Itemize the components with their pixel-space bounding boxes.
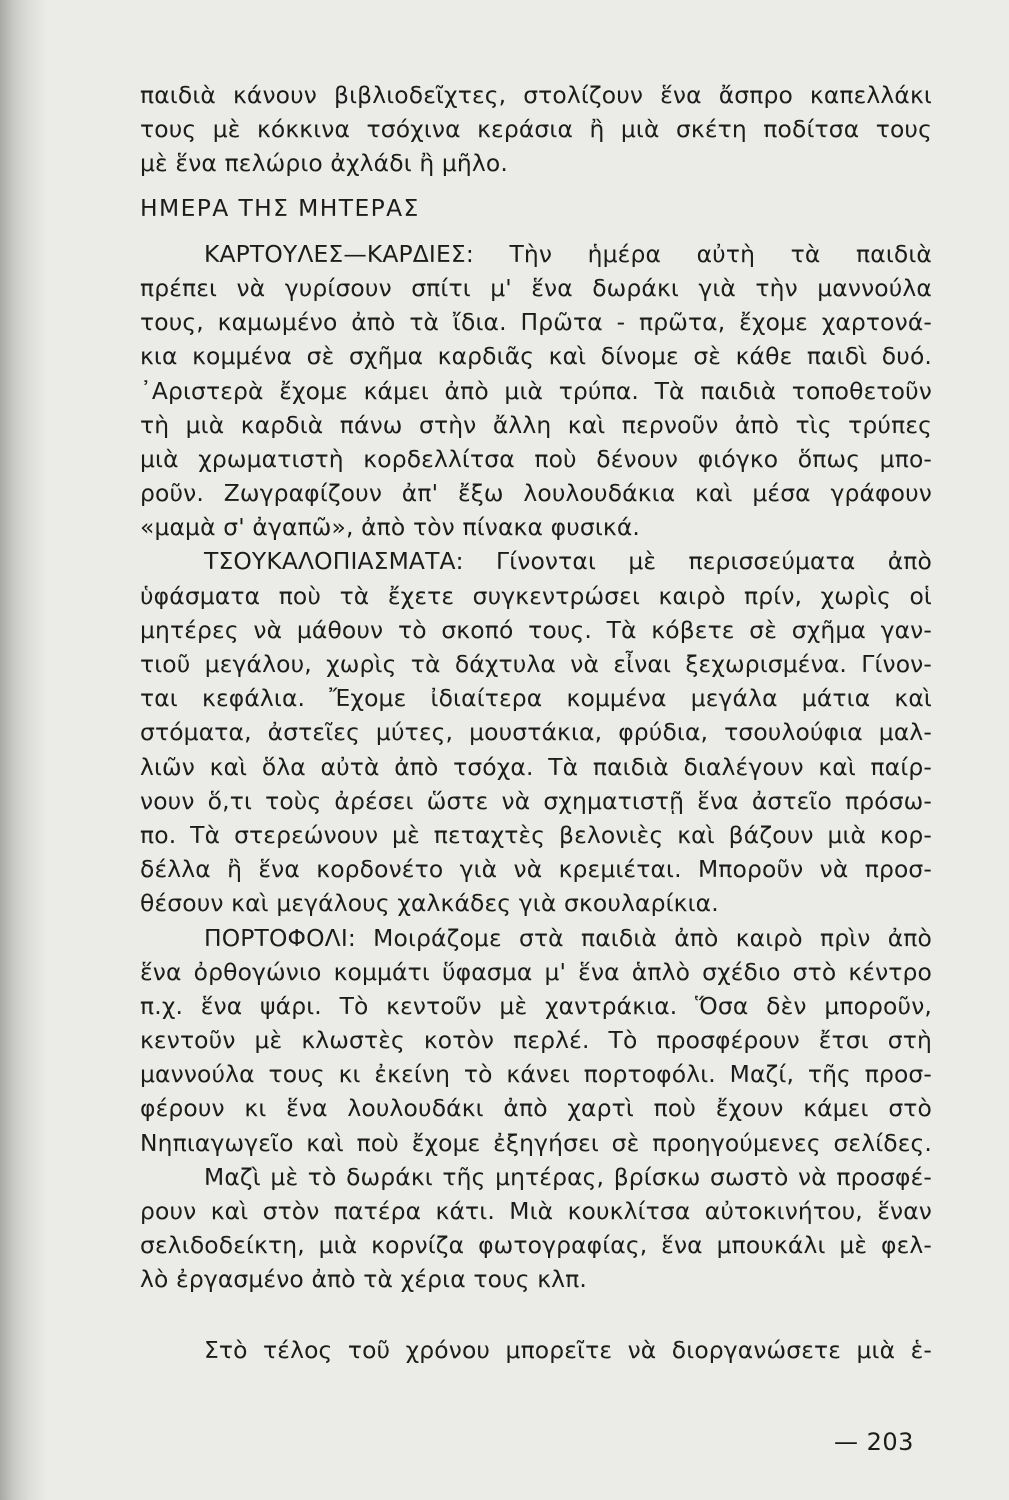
page-number: — 203	[834, 1428, 914, 1456]
text-line: κια κομμένα σὲ σχῆμα καρδιᾶς καὶ δίνομε σὲ κάθε παιδὶ δυό.	[140, 342, 932, 371]
text-line: παιδιὰ κάνουν βιβλιοδεῖχτες, στολίζουν ἕνα ἄσπρο καπελλάκι	[140, 81, 932, 109]
paragraph-intro	[140, 78, 932, 181]
text-line: ροῦν. Ζωγραφίζουν ἀπ' ἔξω λουλουδάκια καὶ μέσα γράφουν	[140, 479, 932, 508]
text-line: ΠΟΡΤΟΦΟΛΙ: Μοιράζομε στὰ παιδιὰ ἀπὸ καιρὸ πρὶν ἀπὸ	[204, 923, 932, 952]
paragraph-tsoukalopiasmata	[140, 544, 932, 920]
paragraph-end-of-year	[140, 1333, 932, 1367]
text-line: δέλλα ἢ ἕνα κορδονέτο γιὰ νὰ κρεμιέται. Μποροῦν νὰ προσ-	[140, 855, 932, 884]
text-line: ΚΑΡΤΟΥΛΕΣ—ΚΑΡΔΙΕΣ: Τὴν ἡμέρα αὐτὴ τὰ παιδιὰ	[204, 239, 932, 268]
text-line: τὴ μιὰ καρδιὰ πάνω στὴν ἄλλη καὶ περνοῦν ἀπὸ τὶς τρύπες	[140, 410, 932, 439]
text-line: Μαζὶ μὲ τὸ δωράκι τῆς μητέρας, βρίσκω σωστὸ νὰ προσφέ-	[204, 1162, 932, 1191]
text-line: ται κεφάλια. Ἔχομε ἰδιαίτερα κομμένα μεγάλα μάτια καὶ	[140, 684, 932, 713]
paragraph-portofoli	[140, 921, 932, 1160]
text-line: τους, καμωμένο ἀπὸ τὰ ἴδια. Πρῶτα - πρῶτα, ἔχομε χαρτονά-	[140, 308, 932, 337]
text-line: π.χ. ἕνα ψάρι. Τὸ κεντοῦν μὲ χαντράκια. Ὅσα δὲν μποροῦν,	[140, 991, 932, 1020]
text-line: πο. Τὰ στερεώνουν μὲ πεταχτὲς βελονιὲς καὶ βάζουν μιὰ κορ-	[140, 820, 932, 849]
text-line: φέρουν κι ἕνα λουλουδάκι ἀπὸ χαρτὶ ποὺ ἔχουν κάμει στὸ	[140, 1094, 932, 1123]
text-line: τους μὲ κόκκινα τσόχινα κεράσια ἢ μιὰ σκέτη ποδίτσα τους	[140, 115, 932, 144]
text-line: τιοῦ μεγάλου, χωρὶς τὰ δάχτυλα νὰ εἶναι ξεχωρισμένα. Γίνον-	[140, 650, 932, 678]
text-line: νουν ὅ,τι τοὺς ἀρέσει ὥστε νὰ σχηματιστῇ ἕνα ἀστεῖο πρόσω-	[140, 786, 932, 815]
paragraph-kartoules	[140, 237, 932, 545]
text-line: ΤΣΟΥΚΑΛΟΠΙΑΣΜΑΤΑ: Γίνονται μὲ περισσεύματα ἀπὸ	[204, 547, 932, 576]
text-line: λιῶν καὶ ὅλα αὐτὰ ἀπὸ τσόχα. Τὰ παιδιὰ διαλέγουν καὶ παίρ-	[140, 752, 932, 781]
text-line: Στὸ τέλος τοῦ χρόνου μπορεῖτε νὰ διοργανώσετε μιὰ ἑ-	[204, 1335, 932, 1364]
text-line: ὑφάσματα ποὺ τὰ ἔχετε συγκεντρώσει καιρὸ πρίν, χωρὶς οἱ	[140, 581, 932, 610]
book-spine-shadow	[0, 0, 48, 1500]
text-line: πρέπει νὰ γυρίσουν σπίτι μ' ἕνα δωράκι γιὰ τὴν μαννούλα	[140, 273, 932, 302]
text-line: ρουν καὶ στὸν πατέρα κάτι. Μιὰ κουκλίτσα αὐτοκινήτου, ἕναν	[140, 1197, 932, 1225]
text-line: στόματα, ἀστεῖες μύτες, μουστάκια, φρύδια, τσουλούφια μαλ-	[140, 718, 932, 747]
section-heading: ΗΜΕΡΑ ΤΗΣ ΜΗΤΕΡΑΣ	[140, 193, 420, 222]
text-line: σελιδοδείκτη, μιὰ κορνίζα φωτογραφίας, ἕνα μπουκάλι μὲ φελ-	[140, 1231, 932, 1260]
text-line: κεντοῦν μὲ κλωστὲς κοτὸν περλέ. Τὸ προσφέρουν ἔτσι στὴ	[140, 1026, 932, 1055]
paragraph-father-gift	[140, 1160, 932, 1297]
text-line: Νηπιαγωγεῖο καὶ ποὺ ἔχομε ἐξηγήσει σὲ προηγούμενες σελίδες.	[140, 1128, 932, 1157]
text-line: μητέρες νὰ μάθουν τὸ σκοπό τους. Τὰ κόβετε σὲ σχῆμα γαν-	[140, 615, 932, 644]
text-line: μαννούλα τους κι ἐκείνη τὸ κάνει πορτοφόλι. Μαζί, τῆς προσ-	[140, 1060, 932, 1089]
text-line: ἕνα ὀρθογώνιο κομμάτι ὕφασμα μ' ἕνα ἁπλὸ σχέδιο στὸ κέντρο	[140, 957, 932, 986]
text-line: ᾿Αριστερὰ ἔχομε κάμει ἀπὸ μιὰ τρύπα. Τὰ παιδιὰ τοποθετοῦν	[140, 376, 932, 405]
text-line: μὲ ἕνα πελώριο ἀχλάδι ἢ μῆλο.	[140, 149, 508, 178]
text-line: θέσουν καὶ μεγάλους χαλκάδες γιὰ σκουλαρίκια.	[140, 889, 719, 918]
text-line: «μαμὰ σ' ἀγαπῶ», ἀπὸ τὸν πίνακα φυσικά.	[140, 513, 641, 542]
text-line: μιὰ χρωματιστὴ κορδελλίτσα ποὺ δένουν φιόγκο ὅπως μπο-	[140, 444, 932, 473]
text-line: λὸ ἐργασμένο ἀπὸ τὰ χέρια τους κλπ.	[140, 1265, 587, 1294]
page-body	[140, 78, 932, 1367]
